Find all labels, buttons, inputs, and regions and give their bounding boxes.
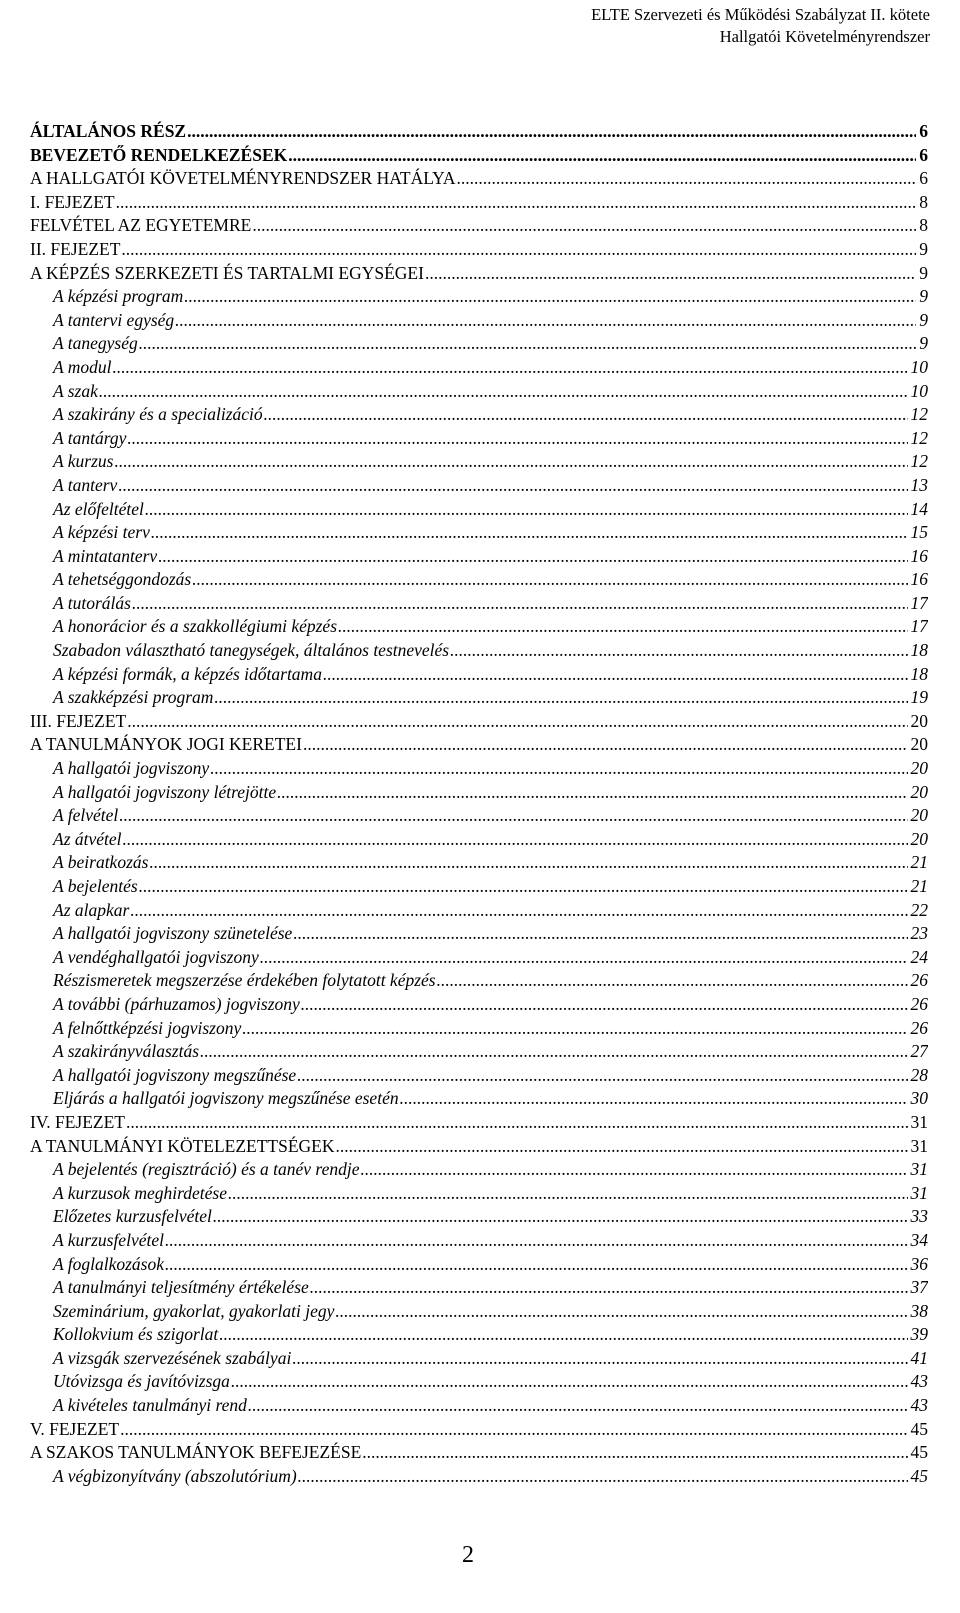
toc-entry-page: 16 xyxy=(910,545,928,566)
toc-entry-page: 16 xyxy=(910,569,928,590)
toc-entry-title: A honorácior és a szakkollégiumi képzés xyxy=(53,616,338,637)
toc-entry[interactable] xyxy=(30,428,928,452)
toc-entry-page: 27 xyxy=(910,1041,928,1062)
toc-dot-leader xyxy=(399,1088,908,1109)
toc-entry-page: 24 xyxy=(910,946,928,967)
toc-entry-page: 37 xyxy=(910,1277,928,1298)
toc-entry[interactable] xyxy=(30,593,928,617)
toc-entry-title: A hallgatói jogviszony megszűnése xyxy=(53,1064,297,1085)
toc-entry-title: A kivételes tanulmányi rend xyxy=(53,1395,247,1416)
toc-entry-title: A TANULMÁNYOK JOGI KERETEI xyxy=(30,734,302,755)
toc-entry-page: 31 xyxy=(910,1159,928,1180)
toc-entry-title: Szabadon választható tanegységek, általános testnevelés xyxy=(53,640,450,661)
toc-dot-leader xyxy=(98,381,908,402)
toc-entry-title: A bejelentés (regisztráció) és a tanév rendje xyxy=(53,1159,360,1180)
toc-dot-leader xyxy=(112,357,908,378)
toc-entry-title: A bejelentés xyxy=(53,876,138,896)
toc-dot-leader xyxy=(157,546,907,567)
toc-entry[interactable] xyxy=(30,852,928,876)
toc-entry[interactable] xyxy=(30,168,928,192)
toc-entry-page: 18 xyxy=(910,640,928,661)
toc-entry-page: 41 xyxy=(910,1347,928,1368)
toc-entry-page: 12 xyxy=(910,404,928,425)
toc-entry[interactable] xyxy=(30,1324,928,1348)
toc-entry-title: A felnőttképzési jogviszony xyxy=(53,1017,242,1038)
toc-entry[interactable] xyxy=(30,1206,928,1230)
toc-entry-title: Kollokvium és szigorlat xyxy=(53,1324,219,1345)
toc-entry-page: 20 xyxy=(910,710,928,731)
toc-entry[interactable] xyxy=(30,263,928,287)
toc-dot-leader xyxy=(337,616,907,637)
toc-entry[interactable] xyxy=(30,310,928,334)
header-document-title: ELTE Szervezeti és Működési Szabályzat II. kötete xyxy=(591,5,930,24)
toc-entry-title: Az átvétel xyxy=(53,828,122,849)
toc-entry[interactable] xyxy=(30,1277,928,1301)
toc-entry[interactable] xyxy=(30,1419,928,1443)
toc-dot-leader xyxy=(213,687,907,708)
toc-entry[interactable] xyxy=(30,1442,928,1466)
toc-entry[interactable] xyxy=(30,1183,928,1207)
toc-entry-title: A hallgatói jogviszony szünetelése xyxy=(53,923,293,944)
toc-entry[interactable] xyxy=(30,451,928,475)
toc-dot-leader xyxy=(287,145,916,166)
toc-dot-leader xyxy=(199,1041,908,1062)
toc-entry[interactable] xyxy=(30,1112,928,1136)
toc-entry-title: A szakirányválasztás xyxy=(53,1041,199,1062)
toc-entry-title: A képzési formák, a képzés időtartama xyxy=(53,663,322,684)
toc-entry-page: 10 xyxy=(910,356,928,377)
toc-entry-page: 26 xyxy=(910,970,928,991)
toc-entry[interactable] xyxy=(30,664,928,688)
toc-entry-page: 15 xyxy=(910,522,928,543)
toc-entry[interactable] xyxy=(30,970,928,994)
toc-dot-leader xyxy=(424,263,916,284)
toc-entry-page: 9 xyxy=(919,238,928,259)
toc-entry[interactable] xyxy=(30,357,928,381)
toc-entry[interactable] xyxy=(30,569,928,593)
toc-entry-title: Szeminárium, gyakorlat, gyakorlati jegy xyxy=(53,1300,335,1321)
toc-entry-title: A HALLGATÓI KÖVETELMÉNYRENDSZER HATÁLYA xyxy=(30,168,456,189)
toc-entry-page: 14 xyxy=(910,498,928,519)
toc-entry[interactable] xyxy=(30,1301,928,1325)
toc-dot-leader xyxy=(263,404,908,425)
toc-entry-page: 28 xyxy=(910,1064,928,1085)
toc-entry[interactable] xyxy=(30,734,928,758)
toc-entry-title: A hallgatói jogviszony xyxy=(53,758,210,779)
toc-dot-leader xyxy=(148,852,907,873)
toc-entry-page: 43 xyxy=(910,1371,928,1392)
toc-entry-title: A kurzusok meghirdetése xyxy=(53,1182,227,1203)
toc-entry-title: A képzési terv xyxy=(53,522,150,543)
toc-entry-page: 23 xyxy=(910,923,928,944)
toc-entry-page: 33 xyxy=(910,1206,928,1227)
toc-entry-title: A tantervi egység xyxy=(53,309,175,330)
toc-entry-title: ÁLTALÁNOS RÉSZ xyxy=(30,121,187,141)
toc-entry-title: II. FEJEZET xyxy=(30,238,121,259)
toc-entry[interactable] xyxy=(30,923,928,947)
toc-dot-leader xyxy=(291,1348,907,1369)
toc-entry-page: 26 xyxy=(910,993,928,1014)
toc-dot-leader xyxy=(164,1254,908,1275)
toc-entry-page: 6 xyxy=(919,121,928,141)
toc-entry-page: 20 xyxy=(910,758,928,779)
toc-dot-leader xyxy=(131,593,908,614)
toc-entry[interactable] xyxy=(30,994,928,1018)
toc-entry-page: 8 xyxy=(919,215,928,236)
toc-entry-title: A tanegység xyxy=(53,333,138,354)
toc-entry[interactable] xyxy=(30,522,928,546)
toc-dot-leader xyxy=(115,192,917,213)
toc-entry-page: 8 xyxy=(919,191,928,212)
toc-entry-page: 9 xyxy=(919,333,928,354)
toc-dot-leader xyxy=(247,1395,908,1416)
toc-entry-title: A vizsgák szervezésének szabályai xyxy=(53,1347,292,1368)
toc-dot-leader xyxy=(150,522,908,543)
toc-entry-title: A további (párhuzamos) jogviszony xyxy=(53,993,300,1014)
toc-entry[interactable] xyxy=(30,192,928,216)
toc-entry[interactable] xyxy=(30,546,928,570)
toc-dot-leader xyxy=(259,947,908,968)
toc-dot-leader xyxy=(186,121,916,142)
toc-entry-title: A tantárgy xyxy=(53,427,127,448)
toc-entry-page: 43 xyxy=(910,1395,928,1416)
toc-entry-title: A kurzus xyxy=(53,451,114,472)
toc-entry-title: IV. FEJEZET xyxy=(30,1111,125,1132)
toc-entry-title: A mintatanterv xyxy=(53,545,158,566)
toc-dot-leader xyxy=(119,1419,907,1440)
toc-entry-title: A felvétel xyxy=(53,805,119,826)
toc-dot-leader xyxy=(361,1442,907,1463)
toc-entry-page: 21 xyxy=(910,852,928,873)
toc-entry[interactable] xyxy=(30,805,928,829)
toc-entry-page: 39 xyxy=(910,1324,928,1345)
toc-entry-page: 26 xyxy=(910,1017,928,1038)
header-section-title: Hallgatói Követelményrendszer xyxy=(719,27,930,46)
toc-entry-title: A tutorálás xyxy=(53,592,131,613)
toc-dot-leader xyxy=(360,1159,908,1180)
toc-entry-page: 13 xyxy=(910,474,928,495)
toc-entry-title: A képzési program xyxy=(53,286,184,307)
toc-entry-title: A SZAKOS TANULMÁNYOK BEFEJEZÉSE xyxy=(30,1442,362,1463)
toc-entry[interactable] xyxy=(30,1088,928,1112)
toc-dot-leader xyxy=(113,451,907,472)
toc-dot-leader xyxy=(138,333,917,354)
toc-dot-leader xyxy=(227,1183,908,1204)
toc-entry-page: 31 xyxy=(910,1111,928,1132)
toc-entry-title: Utóvizsga és javítóvizsga xyxy=(53,1371,230,1392)
toc-entry-page: 9 xyxy=(919,309,928,330)
toc-entry[interactable] xyxy=(30,215,928,239)
toc-entry-page: 17 xyxy=(910,592,928,613)
toc-dot-leader xyxy=(300,994,908,1015)
toc-entry[interactable] xyxy=(30,1371,928,1395)
toc-entry-page: 45 xyxy=(910,1465,928,1486)
toc-dot-leader xyxy=(183,286,916,307)
toc-entry[interactable] xyxy=(30,145,928,169)
toc-entry-title: A vendéghallgatói jogviszony xyxy=(53,946,259,967)
toc-entry[interactable] xyxy=(30,1466,928,1490)
toc-entry-title: A tanterv xyxy=(53,474,118,495)
toc-entry-title: A modul xyxy=(53,356,112,377)
toc-dot-leader xyxy=(276,782,907,803)
toc-entry[interactable] xyxy=(30,1159,928,1183)
toc-dot-leader xyxy=(334,1136,907,1157)
toc-entry-page: 22 xyxy=(910,899,928,920)
toc-entry-title: V. FEJEZET xyxy=(30,1418,120,1439)
toc-entry-title: A kurzusfelvétel xyxy=(53,1229,164,1250)
toc-dot-leader xyxy=(309,1277,908,1298)
toc-entry[interactable] xyxy=(30,687,928,711)
toc-entry-title: A szakirány és a specializáció xyxy=(53,404,263,425)
toc-entry[interactable] xyxy=(30,1348,928,1372)
toc-entry[interactable] xyxy=(30,640,928,664)
toc-entry-page: 20 xyxy=(910,734,928,755)
toc-entry-title: Részismeretek megszerzése érdekében folytatott képzés xyxy=(53,970,436,991)
toc-dot-leader xyxy=(436,970,908,991)
toc-entry-page: 31 xyxy=(910,1135,928,1156)
toc-entry-page: 9 xyxy=(919,286,928,307)
toc-dot-leader xyxy=(126,711,907,732)
table-of-contents xyxy=(30,121,928,1489)
toc-entry[interactable] xyxy=(30,1230,928,1254)
toc-entry[interactable] xyxy=(30,333,928,357)
toc-dot-leader xyxy=(292,923,907,944)
toc-entry-title: Eljárás a hallgatói jogviszony megszűnése esetén xyxy=(53,1088,399,1109)
toc-entry-title: I. FEJEZET xyxy=(30,191,115,212)
toc-entry[interactable] xyxy=(30,947,928,971)
toc-entry-title: III. FEJEZET xyxy=(30,710,127,731)
toc-entry[interactable] xyxy=(30,616,928,640)
toc-entry-title: Az előfeltétel xyxy=(53,498,144,519)
toc-dot-leader xyxy=(120,239,916,260)
toc-entry-page: 9 xyxy=(919,262,928,283)
toc-entry[interactable] xyxy=(30,782,928,806)
toc-entry-title: A hallgatói jogviszony létrejötte xyxy=(53,781,277,802)
toc-dot-leader xyxy=(322,664,908,685)
toc-entry-title: BEVEZETŐ RENDELKEZÉSEK xyxy=(30,144,288,165)
toc-entry-page: 36 xyxy=(910,1253,928,1274)
toc-entry[interactable] xyxy=(30,239,928,263)
toc-entry-title: A szak xyxy=(53,380,98,401)
toc-dot-leader xyxy=(209,758,907,779)
toc-entry[interactable] xyxy=(30,1041,928,1065)
toc-entry[interactable] xyxy=(30,404,928,428)
toc-entry-page: 20 xyxy=(910,828,928,849)
toc-entry-page: 20 xyxy=(910,781,928,802)
toc-dot-leader xyxy=(251,215,916,236)
toc-dot-leader xyxy=(218,1324,907,1345)
toc-entry[interactable] xyxy=(30,475,928,499)
toc-entry[interactable] xyxy=(30,876,928,900)
toc-entry[interactable] xyxy=(30,758,928,782)
toc-entry[interactable] xyxy=(30,900,928,924)
toc-dot-leader xyxy=(164,1230,908,1251)
toc-entry-title: Az alapkar xyxy=(53,899,130,920)
toc-entry-page: 20 xyxy=(910,805,928,826)
toc-entry-title: A KÉPZÉS SZERKEZETI ÉS TARTALMI EGYSÉGEI xyxy=(30,262,424,283)
toc-dot-leader xyxy=(456,168,917,189)
toc-entry[interactable] xyxy=(30,1065,928,1089)
toc-entry[interactable] xyxy=(30,829,928,853)
toc-dot-leader xyxy=(122,829,908,850)
toc-dot-leader xyxy=(129,900,907,921)
toc-entry-title: A TANULMÁNYI KÖTELEZETTSÉGEK xyxy=(30,1135,335,1156)
toc-entry[interactable] xyxy=(30,121,928,145)
toc-entry-page: 19 xyxy=(910,687,928,708)
toc-entry-page: 17 xyxy=(910,616,928,637)
toc-dot-leader xyxy=(212,1206,908,1227)
toc-entry-page: 6 xyxy=(919,168,928,189)
toc-entry-page: 45 xyxy=(910,1418,928,1439)
toc-dot-leader xyxy=(296,1065,907,1086)
toc-entry-page: 12 xyxy=(910,427,928,448)
toc-entry[interactable] xyxy=(30,286,928,310)
toc-entry-page: 10 xyxy=(910,380,928,401)
toc-entry[interactable] xyxy=(30,499,928,523)
toc-dot-leader xyxy=(118,805,907,826)
toc-entry-page: 30 xyxy=(910,1088,928,1109)
page-number: 2 xyxy=(462,1542,474,1568)
toc-dot-leader xyxy=(334,1301,907,1322)
toc-entry[interactable] xyxy=(30,711,928,735)
toc-entry-page: 45 xyxy=(910,1442,928,1463)
toc-entry-page: 38 xyxy=(910,1300,928,1321)
toc-entry-title: A végbizonyítvány (abszolutórium) xyxy=(53,1465,297,1486)
toc-entry-title: A foglalkozások xyxy=(53,1253,164,1274)
toc-entry-page: 31 xyxy=(910,1182,928,1203)
toc-entry-title: Előzetes kurzusfelvétel xyxy=(53,1206,212,1227)
toc-entry-page: 12 xyxy=(910,451,928,472)
toc-dot-leader xyxy=(138,876,908,897)
toc-entry[interactable] xyxy=(30,381,928,405)
toc-dot-leader xyxy=(241,1018,907,1039)
toc-entry-page: 18 xyxy=(910,663,928,684)
toc-entry-title: A tanulmányi teljesítmény értékelése xyxy=(53,1277,309,1298)
toc-entry-title: A beiratkozás xyxy=(53,852,149,873)
toc-dot-leader xyxy=(302,734,908,755)
page-header xyxy=(591,4,930,48)
toc-dot-leader xyxy=(126,428,907,449)
toc-entry[interactable] xyxy=(30,1395,928,1419)
toc-dot-leader xyxy=(449,640,907,661)
toc-dot-leader xyxy=(117,475,907,496)
toc-entry-title: A tehetséggondozás xyxy=(53,569,192,590)
toc-dot-leader xyxy=(174,310,916,331)
toc-entry-title: A szakképzési program xyxy=(53,687,214,708)
toc-entry-page: 6 xyxy=(919,144,928,165)
toc-dot-leader xyxy=(191,569,907,590)
toc-dot-leader xyxy=(297,1466,908,1487)
toc-entry-title: FELVÉTEL AZ EGYETEMRE xyxy=(30,215,252,236)
toc-entry[interactable] xyxy=(30,1254,928,1278)
toc-entry[interactable] xyxy=(30,1136,928,1160)
toc-entry-page: 21 xyxy=(910,876,928,896)
toc-dot-leader xyxy=(125,1112,908,1133)
toc-entry[interactable] xyxy=(30,1018,928,1042)
toc-entry-page: 34 xyxy=(910,1229,928,1250)
toc-dot-leader xyxy=(230,1371,908,1392)
toc-dot-leader xyxy=(144,499,908,520)
